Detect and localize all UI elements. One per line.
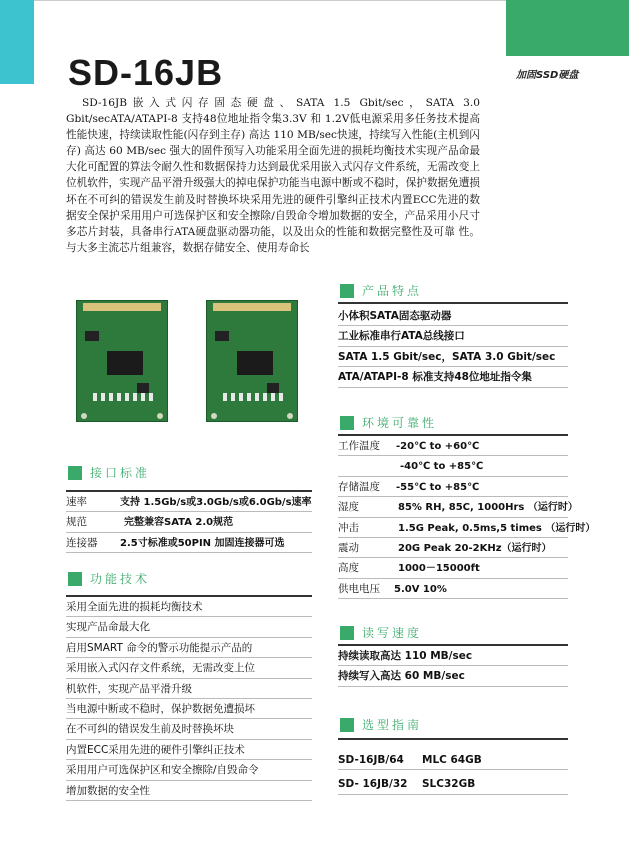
list-item: 采用嵌入式闪存文件系统，无需改变上位 bbox=[66, 658, 312, 678]
table-row: 供电电压 5.0V 10% bbox=[338, 579, 568, 599]
guide-rule bbox=[338, 738, 568, 740]
product-photo-2 bbox=[206, 300, 298, 422]
section-marker-icon bbox=[340, 718, 354, 732]
list-item: 采用全面先进的损耗均衡技术 bbox=[66, 597, 312, 617]
table-row: 工作温度 -20℃ to +60℃ bbox=[338, 436, 568, 456]
table-row: SD-16JB/64 MLC 64GB bbox=[338, 750, 568, 770]
table-row: -40℃ to +85℃ bbox=[338, 456, 568, 476]
list-item: 采用用户可选保护区和安全擦除/自毁命令 bbox=[66, 760, 312, 780]
accent-bar-green bbox=[506, 0, 629, 56]
functions-heading: 功能技术 bbox=[68, 570, 150, 587]
list-item: 当电源中断或不稳时，保护数据免遭损坏 bbox=[66, 699, 312, 719]
product-photo-1 bbox=[76, 300, 168, 422]
list-item: 在不可纠的错误发生前及时替换坏块 bbox=[66, 719, 312, 739]
interface-heading: 接口标准 bbox=[68, 464, 150, 481]
guide-table bbox=[338, 750, 568, 795]
table-row: 规范 完整兼容SATA 2.0规范 bbox=[66, 512, 312, 532]
environment-heading: 环境可靠性 bbox=[340, 414, 437, 431]
list-item: 持续读取高达 110 MB/sec bbox=[338, 646, 568, 666]
section-marker-icon bbox=[68, 572, 82, 586]
table-row: 湿度 85% RH, 85C, 1000Hrs （运行时） bbox=[338, 497, 568, 517]
list-item: 启用SMART 命令的警示功能提示产品的 bbox=[66, 638, 312, 658]
top-rule bbox=[34, 0, 506, 1]
features-heading: 产品特点 bbox=[340, 282, 422, 299]
table-row: 速率 支持 1.5Gb/s或3.0Gb/s或6.0Gb/s速率 bbox=[66, 492, 312, 512]
features-list bbox=[338, 306, 568, 388]
section-marker-icon bbox=[340, 416, 354, 430]
table-row: 存储温度 -55℃ to +85℃ bbox=[338, 477, 568, 497]
list-item: 机软件，实现产品平滑升级 bbox=[66, 679, 312, 699]
functions-list bbox=[66, 597, 312, 801]
section-marker-icon bbox=[340, 626, 354, 640]
accent-bar-cyan bbox=[0, 0, 34, 84]
side-tag: 加固SSD硬盘 bbox=[516, 70, 579, 81]
table-row: 震动 20G Peak 20-2KHz（运行时） bbox=[338, 538, 568, 558]
list-item: 小体积SATA固态驱动器 bbox=[338, 306, 568, 326]
section-marker-icon bbox=[68, 466, 82, 480]
list-item: 实现产品命最大化 bbox=[66, 617, 312, 637]
interface-table bbox=[66, 492, 312, 553]
table-row: 冲击 1.5G Peak, 0.5ms,5 times （运行时） bbox=[338, 518, 568, 538]
environment-table bbox=[338, 436, 596, 599]
speed-heading: 读写速度 bbox=[340, 624, 422, 641]
list-item: 内置ECC采用先进的硬件引擎纠正技术 bbox=[66, 740, 312, 760]
intro-paragraph: SD-16JB嵌入式闪存固态硬盘、SATA 1.5 Gbit/sec，SATA 3.0 Gbit/secATA/ATAPI-8 支持48位地址指令集3.3V 和 1.2V低电源采用多任务技术提高性能快速，持续读取性能(闪存到主存) 高达 110 MB/sec快速，持续写入性能(主机到闪存) 高达 60 MB/sec 强大的固件预写入功能采用全面先进的损耗均衡技术实现产品命最大化可配置的算法令耐久性和数据保持力达到最优采用嵌入式闪存文件系统，无需改变上位机软件，实现产品平滑升级强大的掉电保护功能当电源中断或不稳时，保护数据免遭损坏在不可纠的错误发生前及时替换坏块采用先进的硬件引擎纠正技术内置ECC先进的数据安全保护采用用户可选保护区和安全擦除/自毁命令增加数据的安全，产品采用小尺寸多芯片封装，具备串行ATA硬盘驱动器功能，以及出众的性能和数据完整性及可靠 性。与大多主流芯片组兼容，数据存储安全、使用寿命长 bbox=[66, 97, 480, 254]
speed-list bbox=[338, 646, 568, 687]
features-rule bbox=[338, 302, 568, 304]
list-item: 增加数据的安全性 bbox=[66, 781, 312, 801]
list-item: SATA 1.5 Gbit/sec，SATA 3.0 Gbit/sec bbox=[338, 347, 568, 367]
list-item: 持续写入高达 60 MB/sec bbox=[338, 666, 568, 686]
table-row: 连接器 2.5寸标准或50PIN 加固连接器可选 bbox=[66, 533, 312, 553]
table-row: 高度 1000－15000ft bbox=[338, 558, 568, 578]
product-title: SD-16JB bbox=[68, 52, 224, 93]
table-row: SD- 16JB/32 SLC32GB bbox=[338, 774, 568, 794]
section-marker-icon bbox=[340, 284, 354, 298]
list-item: ATA/ATAPI-8 标准支持48位地址指令集 bbox=[338, 367, 568, 387]
guide-heading: 选型指南 bbox=[340, 716, 422, 733]
list-item: 工业标准串行ATA总线接口 bbox=[338, 326, 568, 346]
